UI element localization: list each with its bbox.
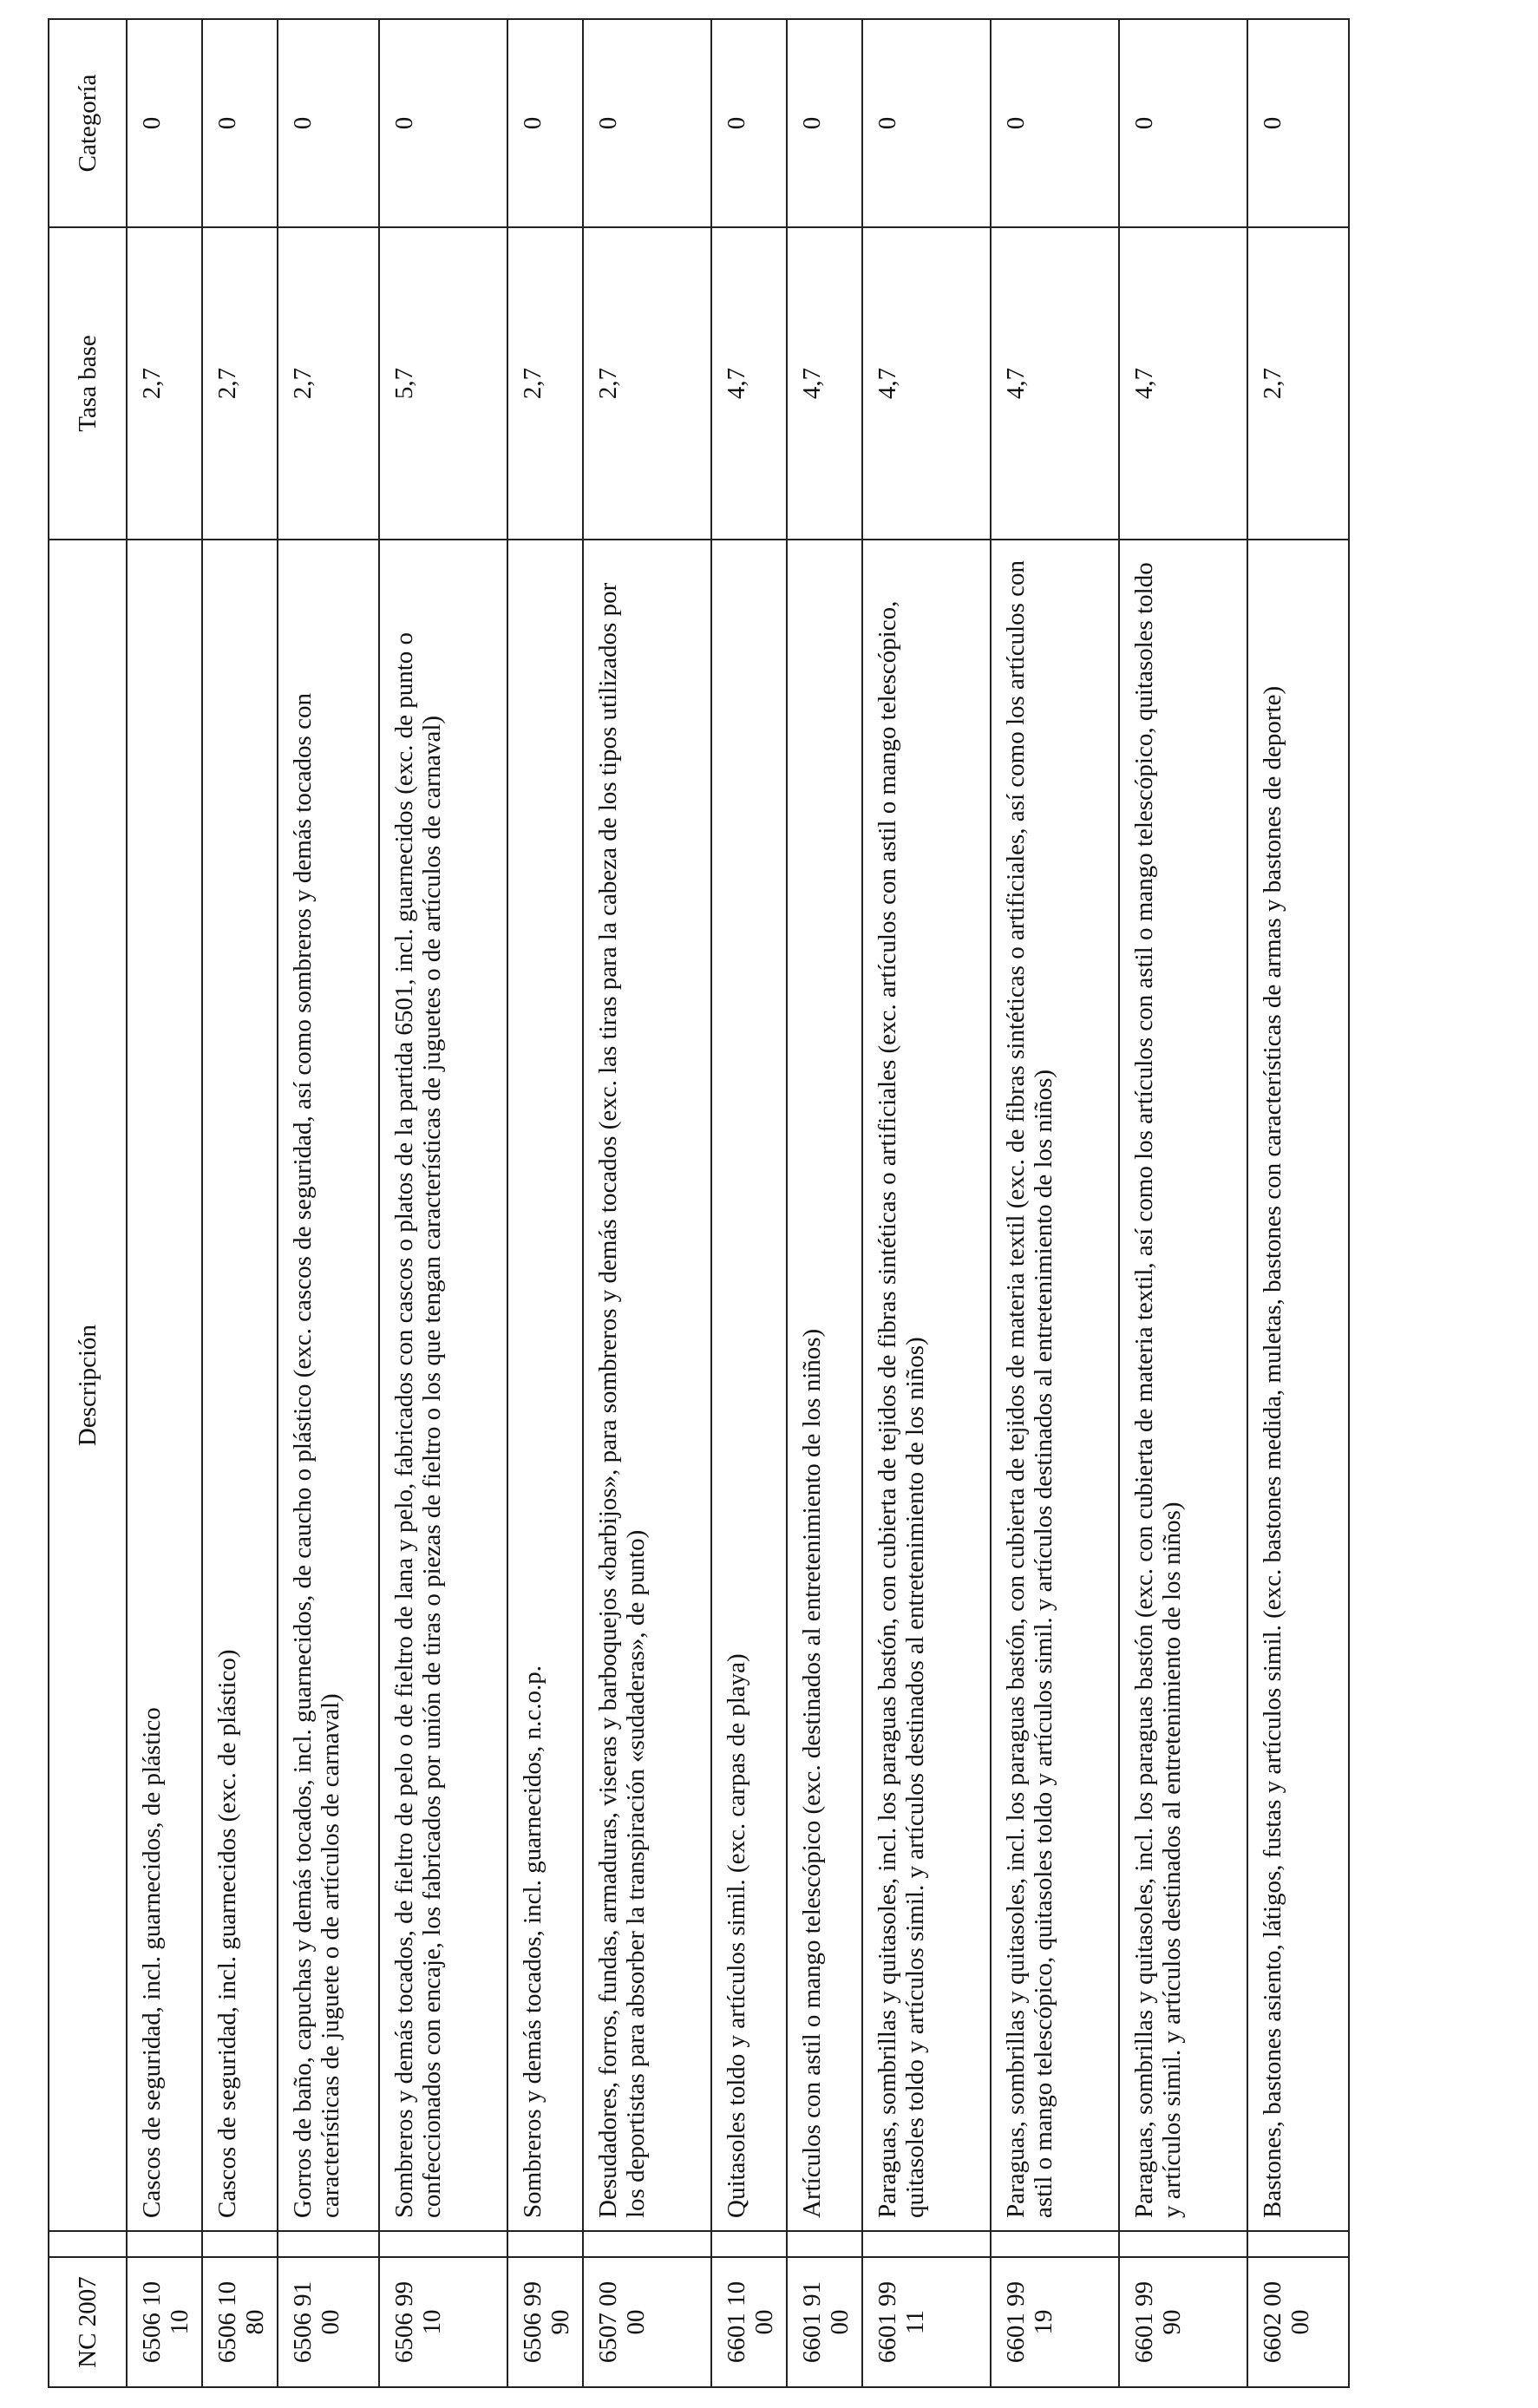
category-cell: 0	[862, 19, 991, 227]
rate-cell: 4,7	[862, 227, 991, 540]
spacer-cell	[862, 2231, 991, 2257]
category-cell: 0	[278, 19, 379, 227]
rotated-page	[48, 20, 1315, 2388]
category-cell: 0	[1119, 19, 1247, 227]
table-row	[711, 19, 787, 2387]
code-cell: 6506 99 90	[507, 2257, 583, 2387]
table-body	[127, 19, 1349, 2387]
description-cell: Paraguas, sombrillas y quitasoles, incl. los paraguas bastón (exc. con cubierta de materia textil, así como los artículos con astil o mango telescópico, quitasoles toldo y artículos simil. y artículos destinados al entretenimiento de los niños)	[1119, 540, 1247, 2231]
spacer-cell	[787, 2231, 862, 2257]
category-cell: 0	[202, 19, 278, 227]
description-cell: Quitasoles toldo y artículos simil. (exc. carpas de playa)	[711, 540, 787, 2231]
code-cell: 6506 10 80	[202, 2257, 278, 2387]
table-row	[127, 19, 202, 2387]
spacer-cell	[1119, 2231, 1247, 2257]
rate-cell: 4,7	[711, 227, 787, 540]
rate-cell: 5,7	[379, 227, 507, 540]
rate-cell: 2,7	[583, 227, 711, 540]
category-cell: 0	[991, 19, 1119, 227]
tariff-table	[48, 18, 1350, 2388]
code-cell: 6506 91 00	[278, 2257, 379, 2387]
code-cell: 6601 99 11	[862, 2257, 991, 2387]
category-cell: 0	[507, 19, 583, 227]
spacer-cell	[202, 2231, 278, 2257]
table-row	[991, 19, 1119, 2387]
code-cell: 6602 00 00	[1247, 2257, 1349, 2387]
code-cell: 6601 99 19	[991, 2257, 1119, 2387]
description-cell: Artículos con astil o mango telescópico (exc. destinados al entretenimiento de los niños)	[787, 540, 862, 2231]
header-code: NC 2007	[49, 2257, 127, 2387]
table-row	[379, 19, 507, 2387]
code-cell: 6507 00 00	[583, 2257, 711, 2387]
header-spacer	[49, 2231, 127, 2257]
category-cell: 0	[711, 19, 787, 227]
spacer-cell	[278, 2231, 379, 2257]
rate-cell: 4,7	[787, 227, 862, 540]
category-cell: 0	[1247, 19, 1349, 227]
table-row	[862, 19, 991, 2387]
description-cell: Cascos de seguridad, incl. guarnecidos (exc. de plástico)	[202, 540, 278, 2231]
category-cell: 0	[583, 19, 711, 227]
description-cell: Desudadores, forros, fundas, armaduras, viseras y barboquejos «barbijos», para sombreros y demás tocados (exc. las tiras para la cabeza de los tipos utilizados por los deportistas para absorber la transpiración «sudaderas», de punto)	[583, 540, 711, 2231]
description-cell: Cascos de seguridad, incl. guarnecidos, de plástico	[127, 540, 202, 2231]
table-row	[507, 19, 583, 2387]
description-cell: Bastones, bastones asiento, látigos, fustas y artículos simil. (exc. bastones medida, muletas, bastones con características de armas y bastones de deporte)	[1247, 540, 1349, 2231]
rate-cell: 2,7	[507, 227, 583, 540]
description-cell: Gorros de baño, capuchas y demás tocados, incl. guarnecidos, de caucho o plástico (exc. cascos de seguridad, así como sombreros y demás tocados con características de juguete o de artículos de carnaval)	[278, 540, 379, 2231]
code-cell: 6601 10 00	[711, 2257, 787, 2387]
table-row	[1119, 19, 1247, 2387]
header-rate: Tasa base	[49, 227, 127, 540]
header-row	[49, 19, 127, 2387]
rate-cell: 2,7	[278, 227, 379, 540]
table-row	[202, 19, 278, 2387]
code-cell: 6601 91 00	[787, 2257, 862, 2387]
description-cell: Paraguas, sombrillas y quitasoles, incl. los paraguas bastón, con cubierta de tejidos de fibras sintéticas o artificiales (exc. artículos con astil o mango telescópico, quitasoles toldo y artículos simil. y artículos destinados al entretenimiento de los niños)	[862, 540, 991, 2231]
rate-cell: 2,7	[202, 227, 278, 540]
table-row	[583, 19, 711, 2387]
description-cell: Paraguas, sombrillas y quitasoles, incl. los paraguas bastón, con cubierta de tejidos de materia textil (exc. de fibras sintéticas o artificiales, así como los artículos con astil o mango telescópico, quitasoles toldo y artículos simil. y artículos destinados al entretenimiento de los niños)	[991, 540, 1119, 2231]
header-category: Categoría	[49, 19, 127, 227]
description-cell: Sombreros y demás tocados, de fieltro de pelo o de fieltro de lana y pelo, fabricados con cascos o platos de la partida 6501, incl. guarnecidos (exc. de punto o confeccionados con encaje, los fabricados por unión de tiras o piezas de fieltro o los que tengan características de juguetes o de artículos de carnaval)	[379, 540, 507, 2231]
spacer-cell	[127, 2231, 202, 2257]
spacer-cell	[507, 2231, 583, 2257]
rate-cell: 4,7	[991, 227, 1119, 540]
spacer-cell	[379, 2231, 507, 2257]
table-row	[787, 19, 862, 2387]
rate-cell: 4,7	[1119, 227, 1247, 540]
spacer-cell	[711, 2231, 787, 2257]
category-cell: 0	[127, 19, 202, 227]
code-cell: 6601 99 90	[1119, 2257, 1247, 2387]
spacer-cell	[1247, 2231, 1349, 2257]
rate-cell: 2,7	[127, 227, 202, 540]
header-description: Descripción	[49, 540, 127, 2231]
code-cell: 6506 10 10	[127, 2257, 202, 2387]
description-cell: Sombreros y demás tocados, incl. guarnecidos, n.c.o.p.	[507, 540, 583, 2231]
rate-cell: 2,7	[1247, 227, 1349, 540]
category-cell: 0	[787, 19, 862, 227]
table-row	[1247, 19, 1349, 2387]
code-cell: 6506 99 10	[379, 2257, 507, 2387]
category-cell: 0	[379, 19, 507, 227]
spacer-cell	[991, 2231, 1119, 2257]
table-row	[278, 19, 379, 2387]
spacer-cell	[583, 2231, 711, 2257]
